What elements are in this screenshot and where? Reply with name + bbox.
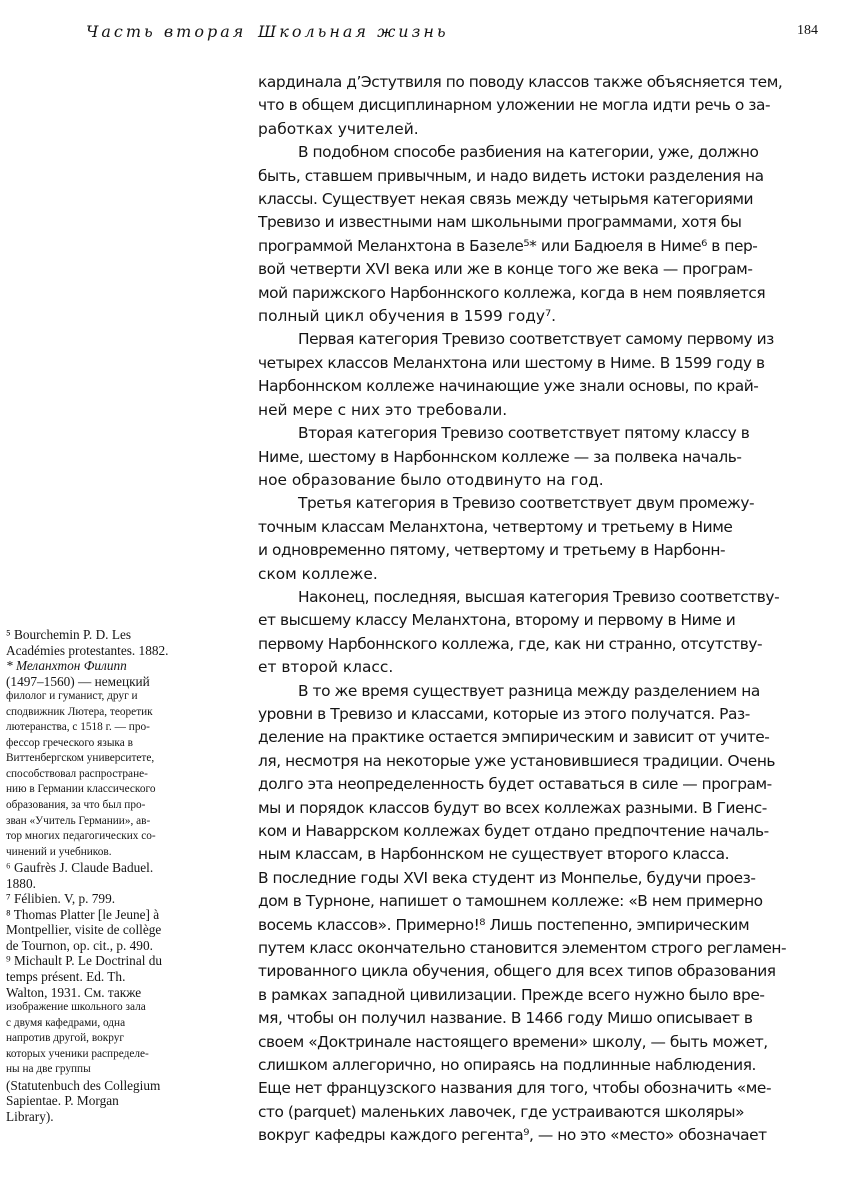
text-line: что в общем дисциплинарном уложении не могла идти речь о за-: [258, 96, 771, 115]
text-line: ет второй класс.: [258, 658, 394, 677]
footnote-line: напротив другой, вокруг: [6, 1032, 125, 1045]
text-line: восемь классов». Примерно!⁸ Лишь постепенно, эмпирическим: [258, 915, 750, 934]
text-line: мы и порядок классов будут во всех коллежах разными. В Гиенс-: [258, 798, 767, 817]
footnote-line: temps présent. Ed. Th.: [6, 969, 126, 985]
footnote-line: тор многих педагогических со-: [6, 830, 156, 843]
header-part-title: Часть вторая: [86, 22, 247, 41]
footnote-line: (Statutenbuch des Collegium: [6, 1077, 161, 1093]
text-line: быть, ставшем привычным, и надо видеть истоки разделения на: [258, 166, 764, 185]
footnote-line: которых ученики распределе-: [6, 1047, 149, 1060]
footnote-line: 1880.: [6, 875, 36, 891]
footnote-line: чинений и учебников.: [6, 845, 112, 858]
text-line: кардинала д’Эстутвиля по поводу классов также объясняется тем,: [258, 73, 783, 91]
footnote-line: (1497–1560) — немецкий: [6, 673, 150, 689]
footnote-line: зван «Учитель Германии», ав-: [6, 814, 151, 827]
text-line: В подобном способе разбиения на категории, уже, должно: [298, 143, 759, 162]
text-line: слишком аллегорично, но опираясь на подлинные наблюдения.: [258, 1056, 756, 1075]
text-line: дом в Турноне, напишет о тамошнем коллеже: «В нем примерно: [258, 892, 763, 911]
running-header: [0, 22, 854, 48]
text-line: деление на практике остается эмпирическим и зависит от учите-: [258, 728, 770, 747]
text-line: четырех классов Меланхтона или шестому в Ниме. В 1599 году в: [258, 353, 765, 372]
page-number: 184: [797, 23, 818, 38]
text-line: в рамках западной цивилизации. Прежде всего нужно было вре-: [258, 985, 765, 1004]
main-text: [258, 71, 822, 1148]
text-line: полный цикл обучения в 1599 году⁷.: [258, 307, 557, 326]
footnote-line: ⁵ Bourchemin P. D. Les: [6, 627, 132, 642]
footnote-line: изображение школьного зала: [6, 1001, 146, 1014]
text-line: Тревизо и известными нам школьными программами, хотя бы: [258, 213, 742, 232]
text-line: Третья категория в Тревизо соответствует двум промежу-: [298, 494, 755, 513]
text-line: В то же время существует разница между разделением на: [298, 681, 760, 700]
text-line: и одновременно пятому, четвертому и третьему в Нарбонн-: [258, 541, 726, 560]
text-line: тированного цикла обучения, общего для всех типов образования: [258, 962, 776, 981]
footnote-line: с двумя кафедрами, одна: [6, 1016, 126, 1029]
footnote-line: сподвижник Лютера, теоретик: [6, 705, 153, 718]
text-line: первому Нарбоннского коллежа, где, как ни странно, отсутству-: [258, 634, 763, 653]
header-chapter-title: Школьная жизнь: [258, 22, 449, 41]
footnote-line: ⁶ Gaufrès J. Claude Baduel.: [6, 860, 154, 876]
text-line: ском коллеже.: [258, 564, 378, 583]
text-line: ным классам, в Нарбоннском не существует второго класса.: [258, 845, 730, 864]
footnote-line: Académies protestantes. 1882.: [6, 642, 169, 658]
text-line: вой четверти XVI века или же в конце того же века — програм-: [258, 260, 753, 279]
text-line: Ниме, шестому в Нарбоннском коллеже — за полвека началь-: [258, 447, 742, 466]
footnote-line: образования, за что был про-: [6, 799, 146, 812]
footnote-line: лютеранства, с 1518 г. — про-: [6, 721, 150, 734]
text-line: своем «Доктринале настоящего времени» школу, — быть может,: [258, 1032, 768, 1051]
text-line: мя, чтобы он получил название. В 1466 году Мишо описывает в: [258, 1009, 753, 1028]
text-line: Наконец, последняя, высшая категория Тревизо соответству-: [298, 587, 780, 606]
text-line: ное образование было отодвинуто на год.: [258, 470, 604, 489]
footnote-line: филолог и гуманист, друг и: [6, 690, 138, 703]
text-line: ком и Наваррском коллежах будет отдано предпочтение началь-: [258, 822, 769, 840]
footnote-line: * Меланхтон Филипп: [6, 658, 127, 674]
footnote-line: ⁸ Thomas Platter [le Jeune] à: [6, 906, 160, 922]
footnote-line: Sapientae. P. Morgan: [6, 1093, 119, 1109]
text-line: сто (parquet) маленьких лавочек, где устраиваются школяры»: [258, 1102, 745, 1121]
text-line: Еще нет французского названия для того, чтобы обозначить «ме-: [258, 1079, 772, 1098]
text-line: точным классам Меланхтона, четвертому и третьему в Ниме: [258, 517, 733, 536]
text-line: программой Меланхтона в Базеле⁵* или Бадюеля в Ниме⁶ в пер-: [258, 236, 758, 255]
footnote-line: нию в Германии классического: [6, 783, 156, 796]
footnote-line: ⁹ Michault P. Le Doctrinal du: [6, 953, 163, 969]
text-line: ля, несмотря на некоторые уже установившиеся традиции. Очень: [258, 751, 776, 770]
text-line: мой парижского Нарбоннского коллежа, когда в нем появляется: [258, 283, 766, 302]
text-line: Первая категория Тревизо соответствует самому первому из: [298, 330, 774, 349]
footnote-line: Montpellier, visite de collège: [6, 922, 162, 938]
footnote-line: способствовал распростране-: [6, 767, 148, 780]
text-line: классы. Существует некая связь между четырьмя категориями: [258, 190, 754, 209]
text-line: работках учителей.: [258, 119, 419, 138]
text-line: В последние годы XVI века студент из Монпелье, будучи проез-: [258, 868, 756, 887]
footnote-line: ны на две группы: [6, 1063, 91, 1076]
text-line: путем класс окончательно становится элементом строго регламен-: [258, 939, 787, 958]
text-line: долго эта неопределенность будет оставаться в силе — програм-: [258, 775, 772, 794]
text-line: ней мере с них это требовали.: [258, 400, 508, 419]
footnote-line: Walton, 1931. См. также: [6, 984, 142, 1000]
footnotes-column: [6, 627, 242, 1125]
footnote-line: фессор греческого языка в: [6, 736, 133, 749]
footnote-line: de Tournon, op. cit., p. 490.: [6, 937, 153, 953]
footnote-line: Library).: [6, 1108, 54, 1124]
footnote-line: ⁷ Félibien. V, p. 799.: [6, 891, 116, 907]
text-line: Вторая категория Тревизо соответствует пятому классу в: [298, 424, 750, 443]
text-line: вокруг кафедры каждого регента⁹, — но это «место» обозначает: [258, 1126, 767, 1145]
text-line: Нарбоннском коллеже начинающие уже знали основы, по край-: [258, 377, 759, 396]
text-line: ет высшему классу Меланхтона, второму и первому в Ниме и: [258, 611, 736, 630]
footnote-line: Виттенбергском университете,: [6, 752, 155, 765]
text-line: уровни в Тревизо и классами, которые из этого получатся. Раз-: [258, 704, 750, 723]
